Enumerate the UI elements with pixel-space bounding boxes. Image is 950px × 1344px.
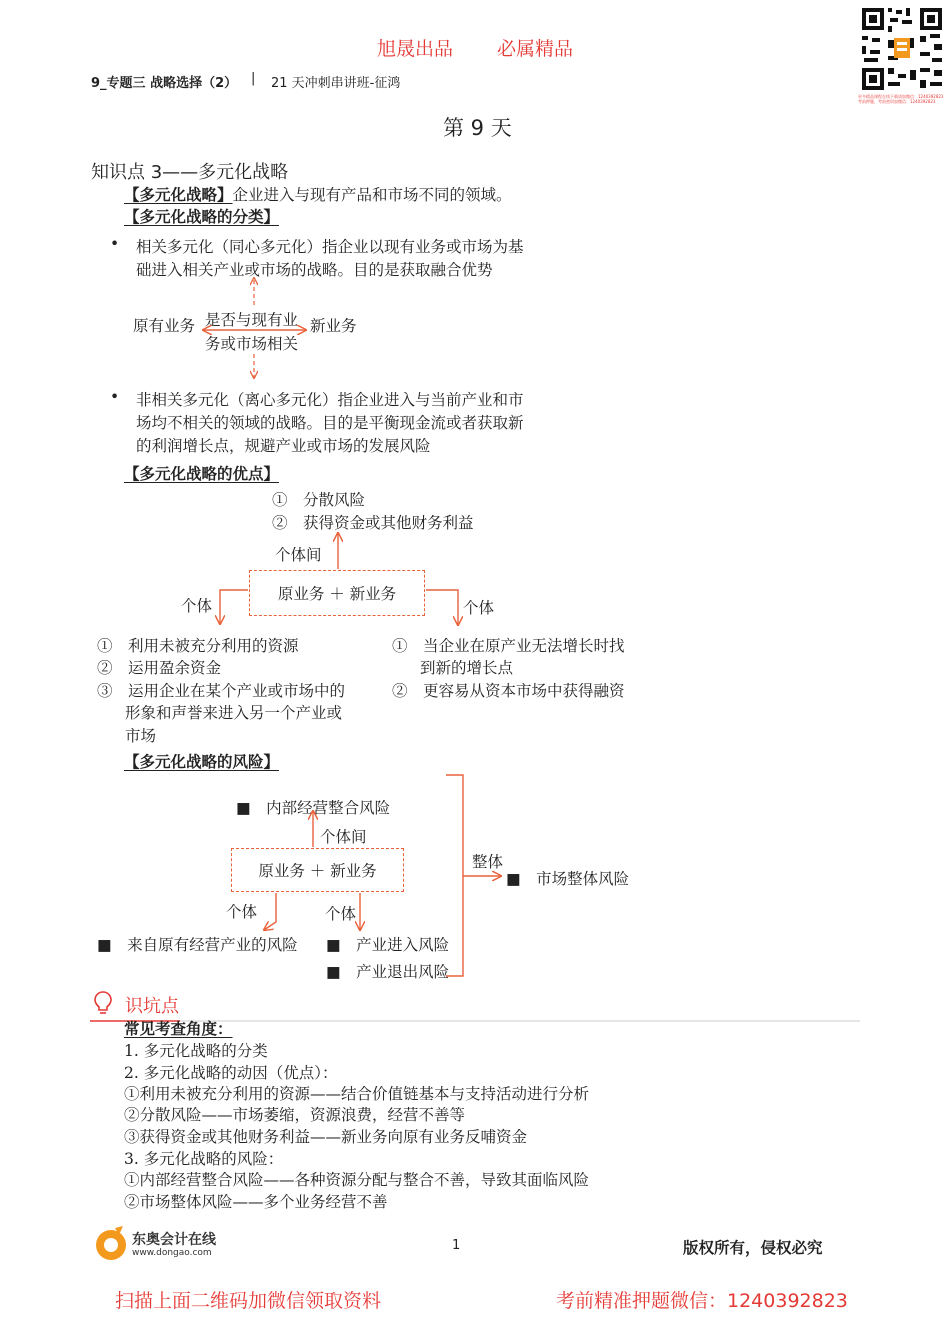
advantage-right-item-2: ② 更容易从资本市场中获得融资	[392, 682, 625, 700]
risk-industry-exit: ■ 产业退出风险	[326, 963, 450, 981]
unrelated-line-2: 场均不相关的领域的战略。目的是平衡现金流或者获取新	[136, 414, 524, 432]
page-title: 第 9 天	[443, 116, 512, 140]
advantage-left-item-3-end: 市场	[125, 727, 157, 745]
definition-text: 企业进入与现有产品和市场不同的领域。	[232, 186, 512, 204]
header-course: 21 天冲刺串讲班-征鸿	[271, 76, 401, 91]
logo-url: www.dongao.com	[132, 1248, 212, 1258]
pitfall-line-7: ①内部经营整合风险——各种资源分配与整合不善，导致其面临风险	[124, 1171, 590, 1189]
risk-original-industry: ■ 来自原有经营产业的风险	[97, 936, 298, 954]
diagram-new-business: 新业务	[310, 317, 357, 335]
advantage-between-item-1: ① 分散风险	[272, 491, 366, 509]
unrelated-bullet: •	[110, 388, 120, 406]
promo-left: 扫描上面二维码加微信领取资料	[115, 1290, 382, 1312]
related-bullet: •	[110, 235, 120, 253]
knowledge-point-title: 知识点 3——多元化战略	[91, 162, 289, 183]
copyright: 版权所有，侵权必究	[683, 1239, 823, 1257]
advantage-left-item-2: ② 运用盈余资金	[97, 659, 222, 677]
risk-internal-integration: ■ 内部经营整合风险	[236, 799, 391, 817]
definition-term: 【多元化战略】	[124, 186, 233, 204]
diagram-question-bottom: 务或市场相关	[205, 335, 299, 353]
advantage-between-item-2: ② 获得资金或其他财务利益	[272, 514, 474, 532]
risk-between-label: 个体间	[320, 828, 367, 846]
risk-left-label: 个体	[226, 903, 258, 921]
classification-heading: 【多元化战略的分类】	[124, 208, 280, 226]
lightbulb-icon	[93, 990, 113, 1020]
unrelated-line-1: 非相关多元化（离心多元化）指企业进入与当前产业和市	[136, 391, 524, 409]
risk-industry-entry: ■ 产业进入风险	[326, 936, 450, 954]
unrelated-line-3: 的利润增长点，规避产业或市场的发展风险	[136, 437, 431, 455]
advantage-left-item-3-cont: 形象和声誉来进入另一个产业或	[125, 704, 343, 722]
pitfall-line-6: 3. 多元化战略的风险：	[124, 1150, 284, 1168]
diagram-question-top: 是否与现有业	[205, 311, 299, 329]
risk-right-label: 个体	[325, 905, 357, 923]
pitfall-line-5: ③获得资金或其他财务利益——新业务向原有业务反哺资金	[124, 1128, 528, 1146]
advantage-left-item-1: ① 利用未被充分利用的资源	[97, 637, 299, 655]
advantage-left-label: 个体	[181, 597, 213, 615]
advantage-right-item-1-cont: 到新的增长点	[420, 659, 514, 677]
header-separator: |	[251, 71, 256, 86]
related-line-1: 相关多元化（同心多元化）指企业以现有业务或市场为基	[136, 238, 524, 256]
diagram-original-business: 原有业务	[133, 317, 196, 335]
risk-overall-label: 整体	[472, 853, 504, 871]
qr-caption-2: 考前押题、考前密训加微信：1240392823	[858, 99, 936, 104]
pitfall-line-3: ①利用未被充分利用的资源——结合价值链基本与支持活动进行分析	[124, 1085, 590, 1103]
advantage-right-label: 个体	[463, 599, 495, 617]
advantage-right-item-1: ① 当企业在原产业无法增长时找	[392, 637, 625, 655]
logo-name: 东奥会计在线	[132, 1232, 216, 1248]
pitfall-line-1: 1. 多元化战略的分类	[124, 1042, 268, 1060]
pitfall-line-2: 2. 多元化战略的动因（优点）：	[124, 1064, 338, 1082]
advantages-heading: 【多元化战略的优点】	[124, 465, 280, 483]
advantage-business-box: 原业务 ＋ 新业务	[249, 570, 425, 616]
pitfall-line-4: ②分散风险——市场萎缩，资源浪费，经营不善等	[124, 1106, 466, 1124]
advantage-between-label: 个体间	[275, 546, 322, 564]
dongao-logo-icon	[93, 1225, 129, 1265]
pitfall-title: 识坑点	[125, 996, 179, 1017]
advantage-left-item-3: ③ 运用企业在某个产业或市场中的	[97, 682, 346, 700]
brand-right: 必属精品	[497, 38, 574, 60]
promo-right: 考前精准押题微信：1240392823	[556, 1290, 848, 1312]
brand-left: 旭晟出品	[377, 38, 454, 60]
risks-heading: 【多元化战略的风险】	[124, 753, 280, 771]
pitfall-heading: 常见考查角度：	[124, 1020, 233, 1038]
qr-caption-1: 更多精品课程在线下载请加微信：1240392823	[858, 94, 944, 99]
header-section: 9_专题三 战略选择（2）	[91, 76, 238, 91]
risk-business-box: 原业务 ＋ 新业务	[231, 848, 404, 892]
pitfall-line-8: ②市场整体风险——多个业务经营不善	[124, 1193, 388, 1211]
page-number: 1	[452, 1238, 461, 1253]
related-line-2: 础进入相关产业或市场的战略。目的是获取融合优势	[136, 261, 493, 279]
risk-market-overall: ■ 市场整体风险	[506, 870, 630, 888]
